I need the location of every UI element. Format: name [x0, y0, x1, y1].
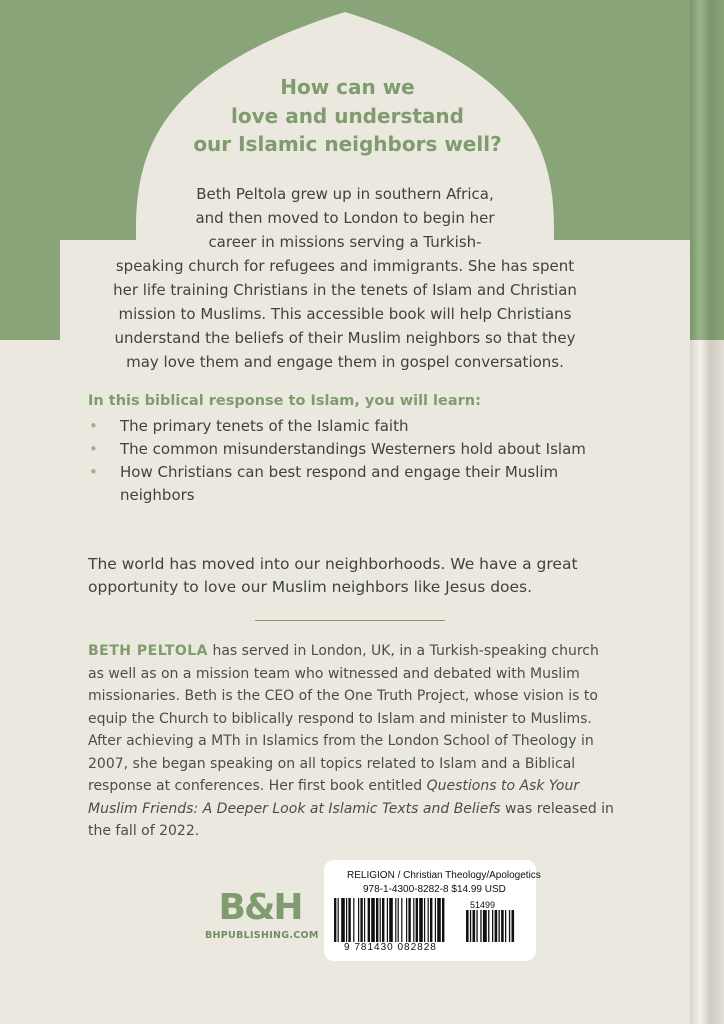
question-line: How can we: [280, 75, 415, 99]
author-bio: [88, 640, 618, 843]
intro-line: and then moved to London to begin her: [195, 209, 495, 227]
section-divider: [255, 620, 445, 621]
publisher-url: BHPUBLISHING.COM: [205, 930, 319, 941]
isbn-price: 978-1-4300-8282-8 $14.99 USD: [363, 884, 506, 895]
author-name: BETH PELTOLA: [88, 643, 209, 659]
intro-line: her life training Christians in the tenets of Islam and Christian: [113, 281, 577, 299]
learn-list-item: • How Christians can best respond and engage their Muslim neighbors: [88, 461, 608, 507]
publisher-logo: [205, 887, 319, 941]
book-spine-edge-green: [690, 0, 724, 340]
barcode-icon: [334, 898, 526, 942]
price-code: 51499: [470, 900, 496, 910]
bio-text: has served in London, UK, in a Turkish-speaking church as well as on a mission team who witnessed and debated with Muslim missionaries. Beth is the CEO of the One Truth Project, whose vision is to equip the Church to biblically respond to Islam and minister to Muslims. After achieving a MTh in Islamics from the London School of Theology in 2007, she began speaking on all topics related to Islam and a Biblical response at conferences. Her first book entitled: [88, 643, 599, 794]
question-line: our Islamic neighbors well?: [193, 132, 502, 156]
intro-line: mission to Muslims. This accessible book will help Christians: [118, 305, 572, 323]
barcode-digits: 9 781430 082828: [344, 942, 437, 953]
bio-text-end: was released in the fall of 2022.: [88, 800, 614, 839]
learn-heading: In this biblical response to Islam, you will learn:: [88, 393, 481, 409]
book-title: Questions to Ask Your Muslim Friends: A Deeper Look at Islamic Texts and Beliefs: [88, 778, 580, 817]
learn-list: [88, 415, 608, 507]
barcode-label: [324, 860, 541, 961]
intro-line: career in missions serving a Turkish-: [208, 233, 482, 251]
publisher-logo-mark: B&H: [218, 887, 302, 928]
learn-list-item: • The common misunderstandings Westerners hold about Islam: [88, 438, 608, 461]
intro-paragraph: [0, 182, 690, 374]
learn-list-item: • The primary tenets of the Islamic faith: [88, 415, 608, 438]
intro-line: understand the beliefs of their Muslim neighbors so that they: [114, 329, 576, 347]
bisac-category: RELIGION / Christian Theology/Apologetics: [347, 870, 541, 881]
question-line: love and understand: [231, 103, 464, 128]
intro-line: may love them and engage them in gospel conversations.: [126, 353, 564, 371]
closing-paragraph: The world has moved into our neighborhoods. We have a great opportunity to love our Muslim neighbors like Jesus does.: [88, 555, 578, 596]
intro-line: speaking church for refugees and immigrants. She has spent: [115, 257, 575, 275]
intro-line: Beth Peltola grew up in southern Africa,: [196, 185, 494, 203]
cover-question: [140, 73, 555, 159]
